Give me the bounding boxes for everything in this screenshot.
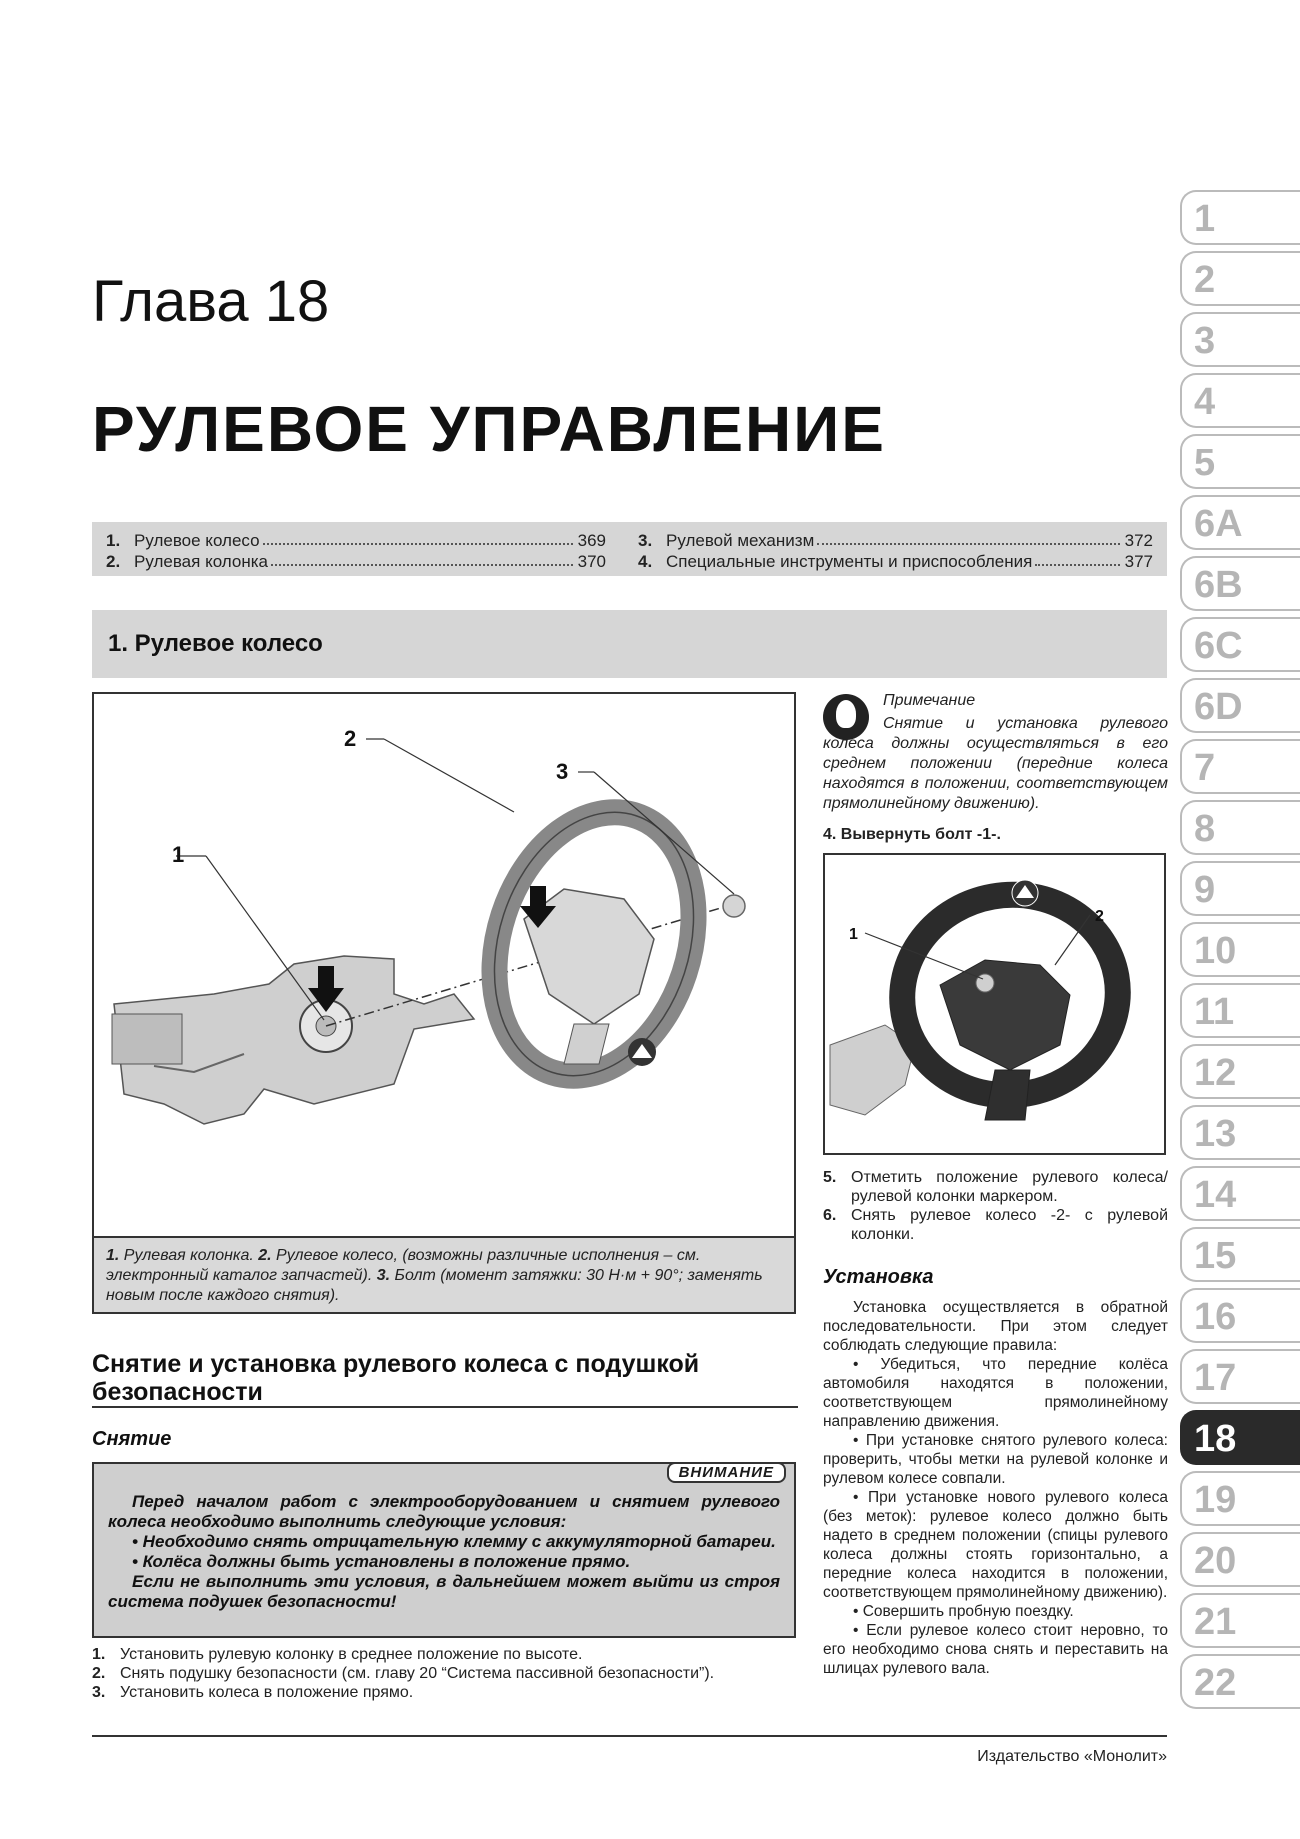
caption-text: Болт (момент затяжки: 30 Н·м + 90°; заменять новым после каждого снятия). (106, 1267, 763, 1304)
tab-label: 19 (1194, 1479, 1237, 1521)
install-paragraph: • Совершить пробную поездку. (853, 1603, 1074, 1620)
tab-chapter-11[interactable] (1180, 983, 1300, 1038)
warning-body (108, 1492, 780, 1612)
tab-label: 5 (1194, 442, 1216, 484)
toc-leader (817, 530, 1120, 545)
caption-number: 1. (106, 1247, 120, 1264)
tab-label: 6A (1194, 503, 1243, 545)
install-paragraph: • Убедиться, что передние колёса автомобиля находятся в положении, соответствующем прямолинейному направлению движения. (823, 1356, 1168, 1430)
section-header (92, 610, 1167, 678)
toc-item-number: 3. (638, 531, 653, 550)
toc-item-number: 1. (106, 531, 121, 550)
tab-chapter-6a[interactable] (1180, 495, 1300, 550)
list-item (92, 1664, 798, 1683)
caption-text: Рулевая колонка. (119, 1247, 259, 1264)
step-number: 3. (92, 1684, 106, 1701)
removal-steps-continued (823, 1168, 1168, 1244)
figure-steering-assembly (92, 692, 796, 1314)
tab-label: 22 (1194, 1662, 1237, 1704)
installation-text (823, 1298, 1168, 1678)
install-paragraph: • Если рулевое колесо стоит неровно, то его необходимо снова снять и переставить на шлицах рулевого вала. (823, 1622, 1168, 1677)
toc-leader (1035, 551, 1120, 566)
install-paragraph: • При установке снятого рулевого колеса: проверить, чтобы метки на рулевой колонке и рулевом колесе совпали. (823, 1432, 1168, 1487)
callout-2: 2 (344, 726, 357, 751)
toc-item[interactable] (638, 530, 1153, 551)
tab-label: 20 (1194, 1540, 1237, 1582)
list-item (823, 1168, 1168, 1206)
tab-label: 12 (1194, 1052, 1237, 1094)
toc-item-title: Рулевая колонка (134, 552, 268, 571)
toc-item-title: Рулевое колесо (134, 531, 260, 550)
tab-chapter-6d[interactable] (1180, 678, 1300, 733)
tab-chapter-6c[interactable] (1180, 617, 1300, 672)
tab-chapter-7[interactable] (1180, 739, 1300, 794)
toc-item-number: 2. (106, 552, 121, 571)
toc-item-page: 372 (1124, 531, 1153, 550)
tab-label: 10 (1194, 930, 1237, 972)
step-text: Снять подушку безопасности (см. главу 20 “Система пассивной безопасности”). (120, 1665, 715, 1682)
step-number: 5. (823, 1169, 837, 1186)
tab-label: 9 (1194, 869, 1216, 911)
toc-leader (271, 551, 573, 566)
tab-label: 6B (1194, 564, 1243, 606)
tab-chapter-12[interactable] (1180, 1044, 1300, 1099)
toc-item[interactable] (106, 530, 606, 551)
toc-item-number: 4. (638, 552, 653, 571)
warning-tag: ВНИМАНИЕ (667, 1462, 786, 1483)
caption-number: 3. (376, 1267, 391, 1284)
warning-line: Перед началом работ с электрооборудованием и снятием рулевого колеса необходимо выполнить следующие условия: (108, 1492, 780, 1531)
tab-label: 17 (1194, 1357, 1237, 1399)
tab-chapter-20[interactable] (1180, 1532, 1300, 1587)
removal-steps (92, 1645, 798, 1702)
footer-divider (92, 1735, 1167, 1737)
tab-label: 8 (1194, 808, 1216, 850)
step-number: 2. (92, 1665, 106, 1682)
tab-label: 3 (1194, 320, 1216, 362)
tab-chapter-16[interactable] (1180, 1288, 1300, 1343)
callout-2: 2 (1095, 908, 1104, 925)
toc-item[interactable] (106, 551, 606, 572)
chapter-title: РУЛЕВОЕ УПРАВЛЕНИЕ (92, 393, 886, 465)
removal-heading: Снятие (92, 1428, 172, 1450)
table-of-contents (92, 522, 1167, 576)
install-paragraph: Установка осуществляется в обратной последовательности. При этом следует соблюдать следующие правила: (823, 1299, 1168, 1354)
tab-label: 18 (1194, 1418, 1237, 1460)
list-item (92, 1683, 798, 1702)
warning-line: • Необходимо снять отрицательную клемму с аккумуляторной батареи. (132, 1532, 776, 1551)
list-item (823, 1206, 1168, 1244)
tab-chapter-1[interactable] (1180, 190, 1300, 245)
tab-chapter-2[interactable] (1180, 251, 1300, 306)
chapter-label: Глава 18 (92, 269, 330, 334)
tab-chapter-14[interactable] (1180, 1166, 1300, 1221)
tab-chapter-4[interactable] (1180, 373, 1300, 428)
publisher-emblem-icon (628, 1038, 656, 1066)
tab-label: 11 (1194, 991, 1235, 1033)
tab-label: 16 (1194, 1296, 1237, 1338)
tab-chapter-19[interactable] (1180, 1471, 1300, 1526)
tab-chapter-5[interactable] (1180, 434, 1300, 489)
tab-label: 15 (1194, 1235, 1237, 1277)
tab-chapter-10[interactable] (1180, 922, 1300, 977)
tab-chapter-15[interactable] (1180, 1227, 1300, 1282)
toc-item-page: 370 (577, 552, 606, 571)
tab-label: 21 (1194, 1601, 1237, 1643)
callout-1: 1 (849, 926, 858, 943)
tab-label: 2 (1194, 259, 1216, 301)
toc-item-page: 377 (1124, 552, 1153, 571)
callout-1: 1 (172, 842, 185, 867)
publisher-emblem-icon (1012, 880, 1038, 906)
caption-number: 2. (258, 1247, 272, 1264)
tab-label: 6D (1194, 686, 1243, 728)
tab-chapter-3[interactable] (1180, 312, 1300, 367)
tab-chapter-8[interactable] (1180, 800, 1300, 855)
tab-chapter-22[interactable] (1180, 1654, 1300, 1709)
tab-chapter-21[interactable] (1180, 1593, 1300, 1648)
step-text: Установить колеса в положение прямо. (120, 1684, 414, 1701)
publisher-footer: Издательство «Монолит» (977, 1748, 1167, 1765)
note-text: Снятие и установка рулевого колеса должны осуществляться в его среднем положении (передние колеса находятся в положении, соответствующем прямолинейному движению). (823, 715, 1168, 812)
divider (92, 1406, 798, 1408)
figure-steering-wheel-bolt (823, 853, 1166, 1155)
tab-label: 13 (1194, 1113, 1237, 1155)
toc-item-title: Рулевой механизм (666, 531, 815, 550)
list-item (92, 1645, 798, 1664)
tab-chapter-9[interactable] (1180, 861, 1300, 916)
tab-label: 14 (1194, 1174, 1237, 1216)
install-paragraph: • При установке нового рулевого колеса (без меток): рулевое колесо должно быть надето в среднем положении (спицы рулевого колеса должны стоять горизонтально, а передние колеса находится в положении, соответствующем прямолинейному движению). (823, 1489, 1168, 1601)
tab-label: 6C (1194, 625, 1243, 667)
warning-line: • Колёса должны быть установлены в положение прямо. (132, 1552, 631, 1571)
step-text: Отметить положение рулевого колеса/рулевой колонки маркером. (851, 1169, 1168, 1205)
warning-box (92, 1462, 796, 1638)
subsection-heading: Снятие и установка рулевого колеса с подушкой безопасности (92, 1350, 700, 1406)
step-number: 1. (92, 1646, 106, 1663)
steering-assembly-illustration (94, 694, 794, 1234)
tab-label: 7 (1194, 747, 1216, 789)
tab-chapter-17[interactable] (1180, 1349, 1300, 1404)
step-number: 6. (823, 1207, 837, 1224)
tab-label: 1 (1194, 198, 1216, 240)
steering-wheel-drawing (462, 786, 726, 1101)
step-text: Снять рулевое колесо -2- с рулевой колонки. (851, 1207, 1168, 1243)
callout-3: 3 (556, 759, 569, 784)
caption-text: Рулевое колесо, (возможны различные исполнения – см. электронный каталог запчастей). (106, 1247, 701, 1284)
step-text: Установить рулевую колонку в среднее положение по высоте. (120, 1646, 583, 1663)
step-4: 4. Вывернуть болт -1-. (823, 826, 1001, 843)
steering-column-drawing (112, 956, 474, 1124)
tab-chapter-6b[interactable] (1180, 556, 1300, 611)
installation-heading: Установка (823, 1266, 934, 1288)
figure-caption (94, 1236, 794, 1312)
tab-label: 4 (1194, 381, 1216, 423)
section-title: 1. Рулевое колесо (108, 630, 323, 657)
toc-item-page: 369 (577, 531, 606, 550)
toc-item-title: Специальные инструменты и приспособления (666, 552, 1033, 571)
tab-chapter-18[interactable] (1180, 1410, 1300, 1465)
note-label: Примечание (883, 692, 976, 709)
toc-leader (263, 530, 573, 545)
steering-wheel-bolt-illustration (825, 855, 1164, 1153)
warning-line: Если не выполнить эти условия, в дальнейшем может выйти из строя система подушек безопасности! (108, 1572, 780, 1611)
toc-item[interactable] (638, 551, 1153, 572)
bolt-drawing (723, 895, 745, 917)
tab-chapter-13[interactable] (1180, 1105, 1300, 1160)
